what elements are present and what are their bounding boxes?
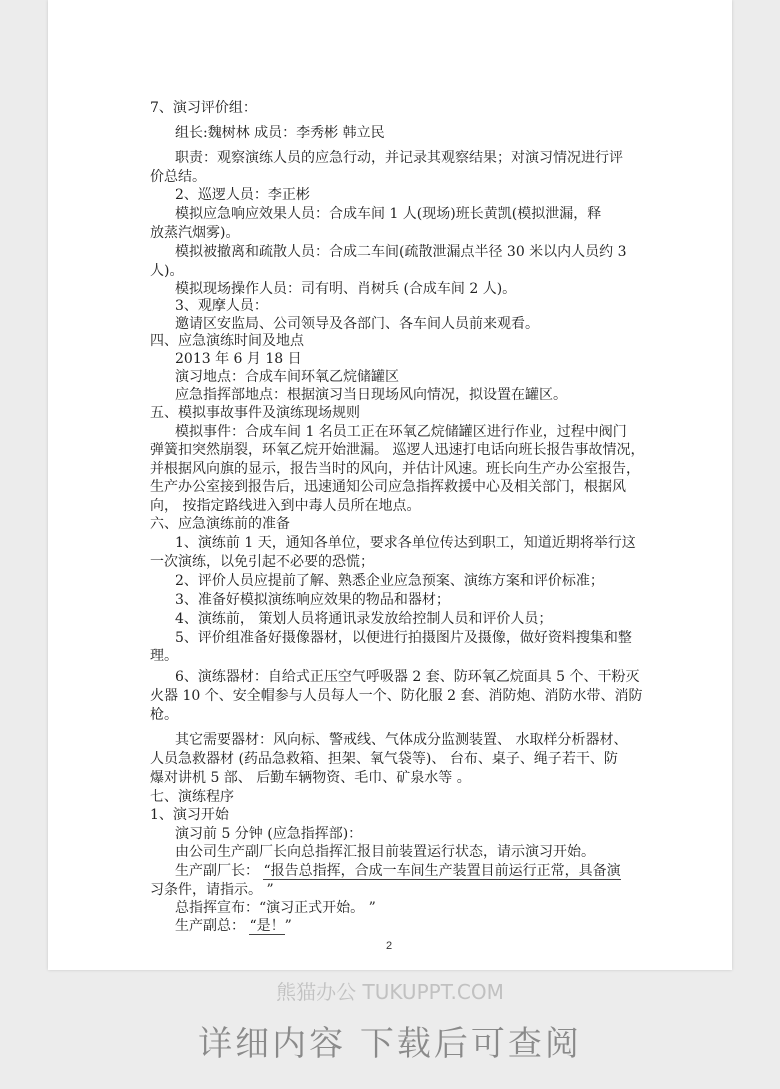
text-line <box>175 918 292 934</box>
underlined-quote: “报告总指挥，合成一车间生产装置目前运行正常，具备演 <box>263 863 621 879</box>
line-text: 枪。 <box>150 707 178 723</box>
line-text: 向， 按指定路线进入到中毒人员所在地点。 <box>150 498 421 514</box>
line-text: 7、演习评价组： <box>150 100 257 116</box>
line-text: 放蒸汽烟雾)。 <box>150 225 240 241</box>
line-text: 四、应急演练时间及地点 <box>150 333 304 349</box>
text-line <box>175 630 632 646</box>
text-line <box>150 554 374 570</box>
line-text: 人)。 <box>150 263 184 279</box>
line-text: 习条件，请指示。 ” <box>150 882 274 898</box>
text-line <box>150 442 644 458</box>
section-heading <box>150 516 290 532</box>
line-text: 4、演练前， 策划人员将通讯录发放给控制人员和评价人员； <box>175 611 553 627</box>
text-line <box>150 169 206 185</box>
text-line <box>175 369 399 385</box>
line-text: 模拟被撤离和疏散人员：合成二车间(疏散泄漏点半径 30 米以内人员约 3 <box>175 244 627 260</box>
line-text: 五、模拟事故事件及演练现场规则 <box>150 405 360 421</box>
line-text: 价总结。 <box>150 169 206 185</box>
line-text: 职责：观察演练人员的应急行动，并记录其观察结果；对演习情况进行评 <box>175 150 623 166</box>
line-text: 其它需要器材：风向标、警戒线、气体成分监测装置、 水取样分析器材、 <box>175 732 628 748</box>
text-line <box>175 592 450 608</box>
text-line <box>175 281 516 297</box>
line-text: 演习地点：合成车间环氧乙烷储罐区 <box>175 369 399 385</box>
line-text: 火器 10 个、安全帽参与人员每人一个、防化服 2 套、消防炮、消防水带、消防 <box>150 688 643 704</box>
line-text: 1、演习开始 <box>150 807 229 823</box>
line-text: 1、演练前 1 天，通知各单位，要求各单位传达到职工，知道近期将举行这 <box>175 535 636 551</box>
text-line <box>150 498 420 514</box>
line-text: 2013 年 6 月 18 日 <box>175 351 302 367</box>
text-line <box>150 263 183 279</box>
line-text: 模拟应急响应效果人员：合成车间 1 人(现场)班长黄凯(模拟泄漏，释 <box>175 206 602 222</box>
watermark: 熊猫办公 TUKUPPT.COM <box>276 980 504 1004</box>
line-text: 演习前 5 分钟 (应急指挥部)： <box>175 826 363 842</box>
text-line <box>175 150 623 166</box>
text-line <box>150 461 640 477</box>
text-line <box>175 669 640 685</box>
line-text: 总指挥宣布：“演习正式开始。 ” <box>175 900 376 916</box>
line-text-tail: ” <box>284 918 292 934</box>
line-text: 由公司生产副厂长向总指挥汇报目前装置运行状态，请示演习开始。 <box>175 844 595 860</box>
text-line <box>175 611 552 627</box>
line-text: 6、演练器材：自给式正压空气呼吸器 2 套、防环氧乙烷面具 5 个、干粉灭 <box>175 669 640 685</box>
line-text: 组长:魏树林 成员：李秀彬 韩立民 <box>175 125 385 141</box>
text-line <box>175 424 627 440</box>
line-text: 理。 <box>150 648 178 664</box>
text-line <box>175 387 567 403</box>
text-line <box>175 844 595 860</box>
text-line <box>150 770 471 786</box>
line-text: 七、演练程序 <box>150 789 234 805</box>
line-text: 生产副厂长： <box>175 863 264 879</box>
text-line <box>175 573 604 589</box>
line-text: 人员急救器材 (药品急救箱、担架、氧气袋等)、 台布、桌子、绳子若干、防 <box>150 751 618 767</box>
text-line <box>150 751 618 767</box>
line-text: 模拟事件：合成车间 1 名员工正在环氧乙烷储罐区进行作业，过程中阀门 <box>175 424 627 440</box>
text-line <box>175 187 310 203</box>
line-text: 并根据风向旗的显示，报告当时的风向，并估计风速。班长向生产办公室报告， <box>150 461 640 477</box>
text-line <box>175 900 376 916</box>
text-line <box>175 298 268 314</box>
line-text: 六、应急演练前的准备 <box>150 516 290 532</box>
text-line <box>150 882 274 898</box>
text-line <box>175 351 302 367</box>
line-text: 应急指挥部地点：根据演习当日现场风向情况，拟设置在罐区。 <box>175 387 567 403</box>
text-line <box>175 863 621 879</box>
text-line <box>150 707 178 723</box>
document-page <box>48 0 732 970</box>
text-line <box>175 206 601 222</box>
text-line <box>175 826 362 842</box>
text-line <box>150 100 257 116</box>
section-heading <box>150 333 304 349</box>
page-number: 2 <box>386 940 393 952</box>
line-text: 爆对讲机 5 部、 后勤车辆物资、毛巾、矿泉水等 。 <box>150 770 471 786</box>
text-line <box>175 535 636 551</box>
text-line <box>150 648 178 664</box>
line-text: 生产副总： <box>175 918 250 934</box>
text-line <box>175 244 627 260</box>
underlined-quote: “是！ <box>249 918 285 934</box>
text-line <box>150 688 643 704</box>
section-heading <box>150 789 234 805</box>
line-text: 一次演练，以免引起不必要的恐慌； <box>150 554 374 570</box>
line-text: 生产办公室接到报告后，迅速通知公司应急指挥救援中心及相关部门，根据风 <box>150 479 626 495</box>
text-line <box>175 732 627 748</box>
line-text: 2、评价人员应提前了解、熟悉企业应急预案、演练方案和评价标准； <box>175 573 604 589</box>
text-line <box>175 125 385 141</box>
download-banner[interactable]: 详细内容 下载后可查阅 <box>198 1024 582 1064</box>
line-text: 弹簧扣突然崩裂，环氧乙烷开始泄漏。 巡逻人迅速打电话向班长报告事故情况， <box>150 442 645 458</box>
text-line <box>150 807 229 823</box>
line-text: 5、评价组准备好摄像器材，以便进行拍摄图片及摄像，做好资料搜集和整 <box>175 630 632 646</box>
text-line <box>150 225 239 241</box>
text-line <box>150 479 626 495</box>
line-text: 3、准备好模拟演练响应效果的物品和器材； <box>175 592 450 608</box>
section-heading <box>150 405 360 421</box>
line-text: 模拟现场操作人员：司有明、肖树兵 (合成车间 2 人)。 <box>175 281 517 297</box>
line-text: 2、巡逻人员：李正彬 <box>175 187 310 203</box>
line-text: 邀请区安监局、公司领导及各部门、各车间人员前来观看。 <box>175 316 539 332</box>
text-line <box>175 316 539 332</box>
line-text: 3、观摩人员： <box>175 298 268 314</box>
